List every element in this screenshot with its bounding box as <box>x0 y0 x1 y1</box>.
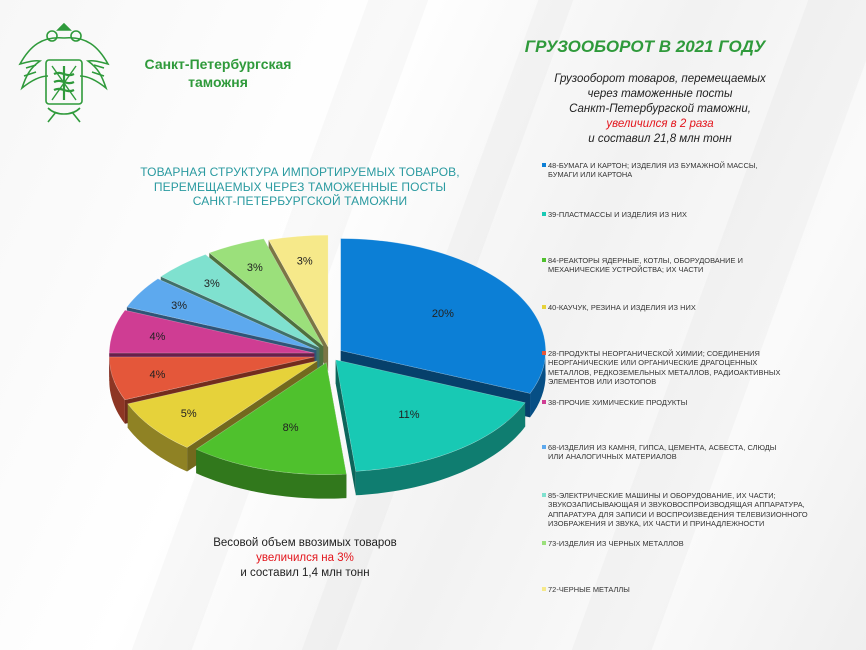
legend-label: ИЛИ АНАЛОГИЧНЫХ МАТЕРИАЛОВ <box>548 452 677 462</box>
pie-data-label: 3% <box>171 299 188 312</box>
legend-label: ИЗОБРАЖЕНИЯ И ЗВУКА, ИХ ЧАСТИ И ПРИНАДЛЕЖНОСТИ <box>548 518 765 528</box>
pie-data-label: 3% <box>246 261 263 274</box>
legend-entry <box>548 539 810 548</box>
org-name-line1: Санкт-Петербургская <box>144 56 292 72</box>
legend-swatch <box>542 163 546 167</box>
legend-label: БУМАГИ ИЛИ КАРТОНА <box>548 170 633 180</box>
legend-label: АППАРАТУРА ДЛЯ ЗАПИСИ И ВОСПРОИЗВЕДЕНИЯ ТЕЛЕВИЗИОННОГО <box>548 509 808 519</box>
pie-data-label: 3% <box>296 255 313 268</box>
legend-label: 38-ПРОЧИЕ ХИМИЧЕСКИЕ ПРОДУКТЫ <box>548 398 688 407</box>
legend-swatch <box>542 445 546 449</box>
legend-label: 85-ЭЛЕКТРИЧЕСКИЕ МАШИНЫ И ОБОРУДОВАНИЕ, ИХ ЧАСТИ; <box>548 491 776 500</box>
legend-entry <box>548 303 810 312</box>
summary-line: через таможенные посты <box>587 88 733 100</box>
legend-swatch <box>542 541 546 545</box>
pie-data-label: 8% <box>282 421 299 434</box>
legend-label: ЗВУКОЗАПИСЫВАЮЩАЯ И ЗВУКОВОСПРОИЗВОДЯЩАЯ АППАРАТУРА, <box>548 500 805 510</box>
weight-note <box>190 536 420 581</box>
legend-label: 39-ПЛАСТМАССЫ И ИЗДЕЛИЯ ИЗ НИХ <box>548 210 687 219</box>
summary-line: и составил 21,8 млн тонн <box>588 133 732 145</box>
legend-label: 48-БУМАГА И КАРТОН; ИЗДЕЛИЯ ИЗ БУМАЖНОЙ МАССЫ, <box>548 161 758 170</box>
legend-label: МЕТАЛЛОВ, РЕДКОЗЕМЕЛЬНЫХ МЕТАЛЛОВ, РАДИОАКТИВНЫХ <box>548 367 781 377</box>
legend-swatch <box>542 212 546 216</box>
chart-title-line: ТОВАРНАЯ СТРУКТУРА ИМПОРТИРУЕМЫХ ТОВАРОВ, <box>140 165 460 179</box>
legend-swatch <box>542 587 546 591</box>
summary-line: Санкт-Петербургской таможни, <box>569 103 751 115</box>
legend-label: 73-ИЗДЕЛИЯ ИЗ ЧЕРНЫХ МЕТАЛЛОВ <box>548 539 684 548</box>
org-name-line2: таможня <box>188 74 248 90</box>
legend-label: 40-КАУЧУК, РЕЗИНА И ИЗДЕЛИЯ ИЗ НИХ <box>548 303 696 312</box>
legend-label: 28-ПРОДУКТЫ НЕОРГАНИЧЕСКОЙ ХИМИИ; СОЕДИНЕНИЯ <box>548 349 760 358</box>
chart-title-line: САНКТ-ПЕТЕРБУРГСКОЙ ТАМОЖНИ <box>192 194 408 208</box>
pie-data-label: 11% <box>398 408 420 421</box>
legend-swatch <box>542 305 546 309</box>
legend-entry <box>548 349 810 386</box>
legend-label: 68-ИЗДЕЛИЯ ИЗ КАМНЯ, ГИПСА, ЦЕМЕНТА, АСБЕСТА, СЛЮДЫ <box>548 443 777 452</box>
legend-entry <box>548 398 810 407</box>
legend-entry <box>548 256 810 275</box>
legend-entry <box>548 210 810 219</box>
pie-data-label: 4% <box>149 368 166 381</box>
summary-line: Грузооборот товаров, перемещаемых <box>554 73 766 85</box>
legend-label: ЭЛЕМЕНТОВ ИЛИ ИЗОТОПОВ <box>548 376 657 386</box>
pie-data-label: 5% <box>180 407 197 420</box>
weight-note-line: и составил 1,4 млн тонн <box>240 567 370 579</box>
pie-data-label: 20% <box>431 308 454 321</box>
legend-label: 72-ЧЕРНЫЕ МЕТАЛЛЫ <box>548 585 630 594</box>
legend-entry <box>548 443 810 462</box>
legend-label: НЕОРГАНИЧЕСКИЕ ИЛИ ОРГАНИЧЕСКИЕ ДРАГОЦЕННЫХ <box>548 358 758 368</box>
legend-swatch <box>542 493 546 497</box>
chart-title-line: ПЕРЕМЕЩАЕМЫХ ЧЕРЕЗ ТАМОЖЕННЫЕ ПОСТЫ <box>153 179 447 194</box>
weight-note-highlight: увеличился на 3% <box>256 552 354 564</box>
weight-note-line: Весовой объем ввозимых товаров <box>213 537 397 549</box>
legend-label: 84-РЕАКТОРЫ ЯДЕРНЫЕ, КОТЛЫ, ОБОРУДОВАНИЕ И <box>548 256 743 265</box>
legend-entry <box>548 585 810 594</box>
pie-data-label: 4% <box>149 331 166 344</box>
legend-swatch <box>542 258 546 262</box>
summary-highlight: увеличился в 2 раза <box>606 118 714 130</box>
legend-entry <box>548 491 810 528</box>
pie-data-label: 3% <box>203 277 220 290</box>
legend-entry <box>548 161 810 180</box>
legend-swatch <box>542 400 546 404</box>
legend-label: МЕХАНИЧЕСКИЕ УСТРОЙСТВА; ИХ ЧАСТИ <box>548 265 704 275</box>
legend-swatch <box>542 351 546 355</box>
main-title: ГРУЗООБОРОТ В 2021 ГОДУ <box>524 37 766 56</box>
